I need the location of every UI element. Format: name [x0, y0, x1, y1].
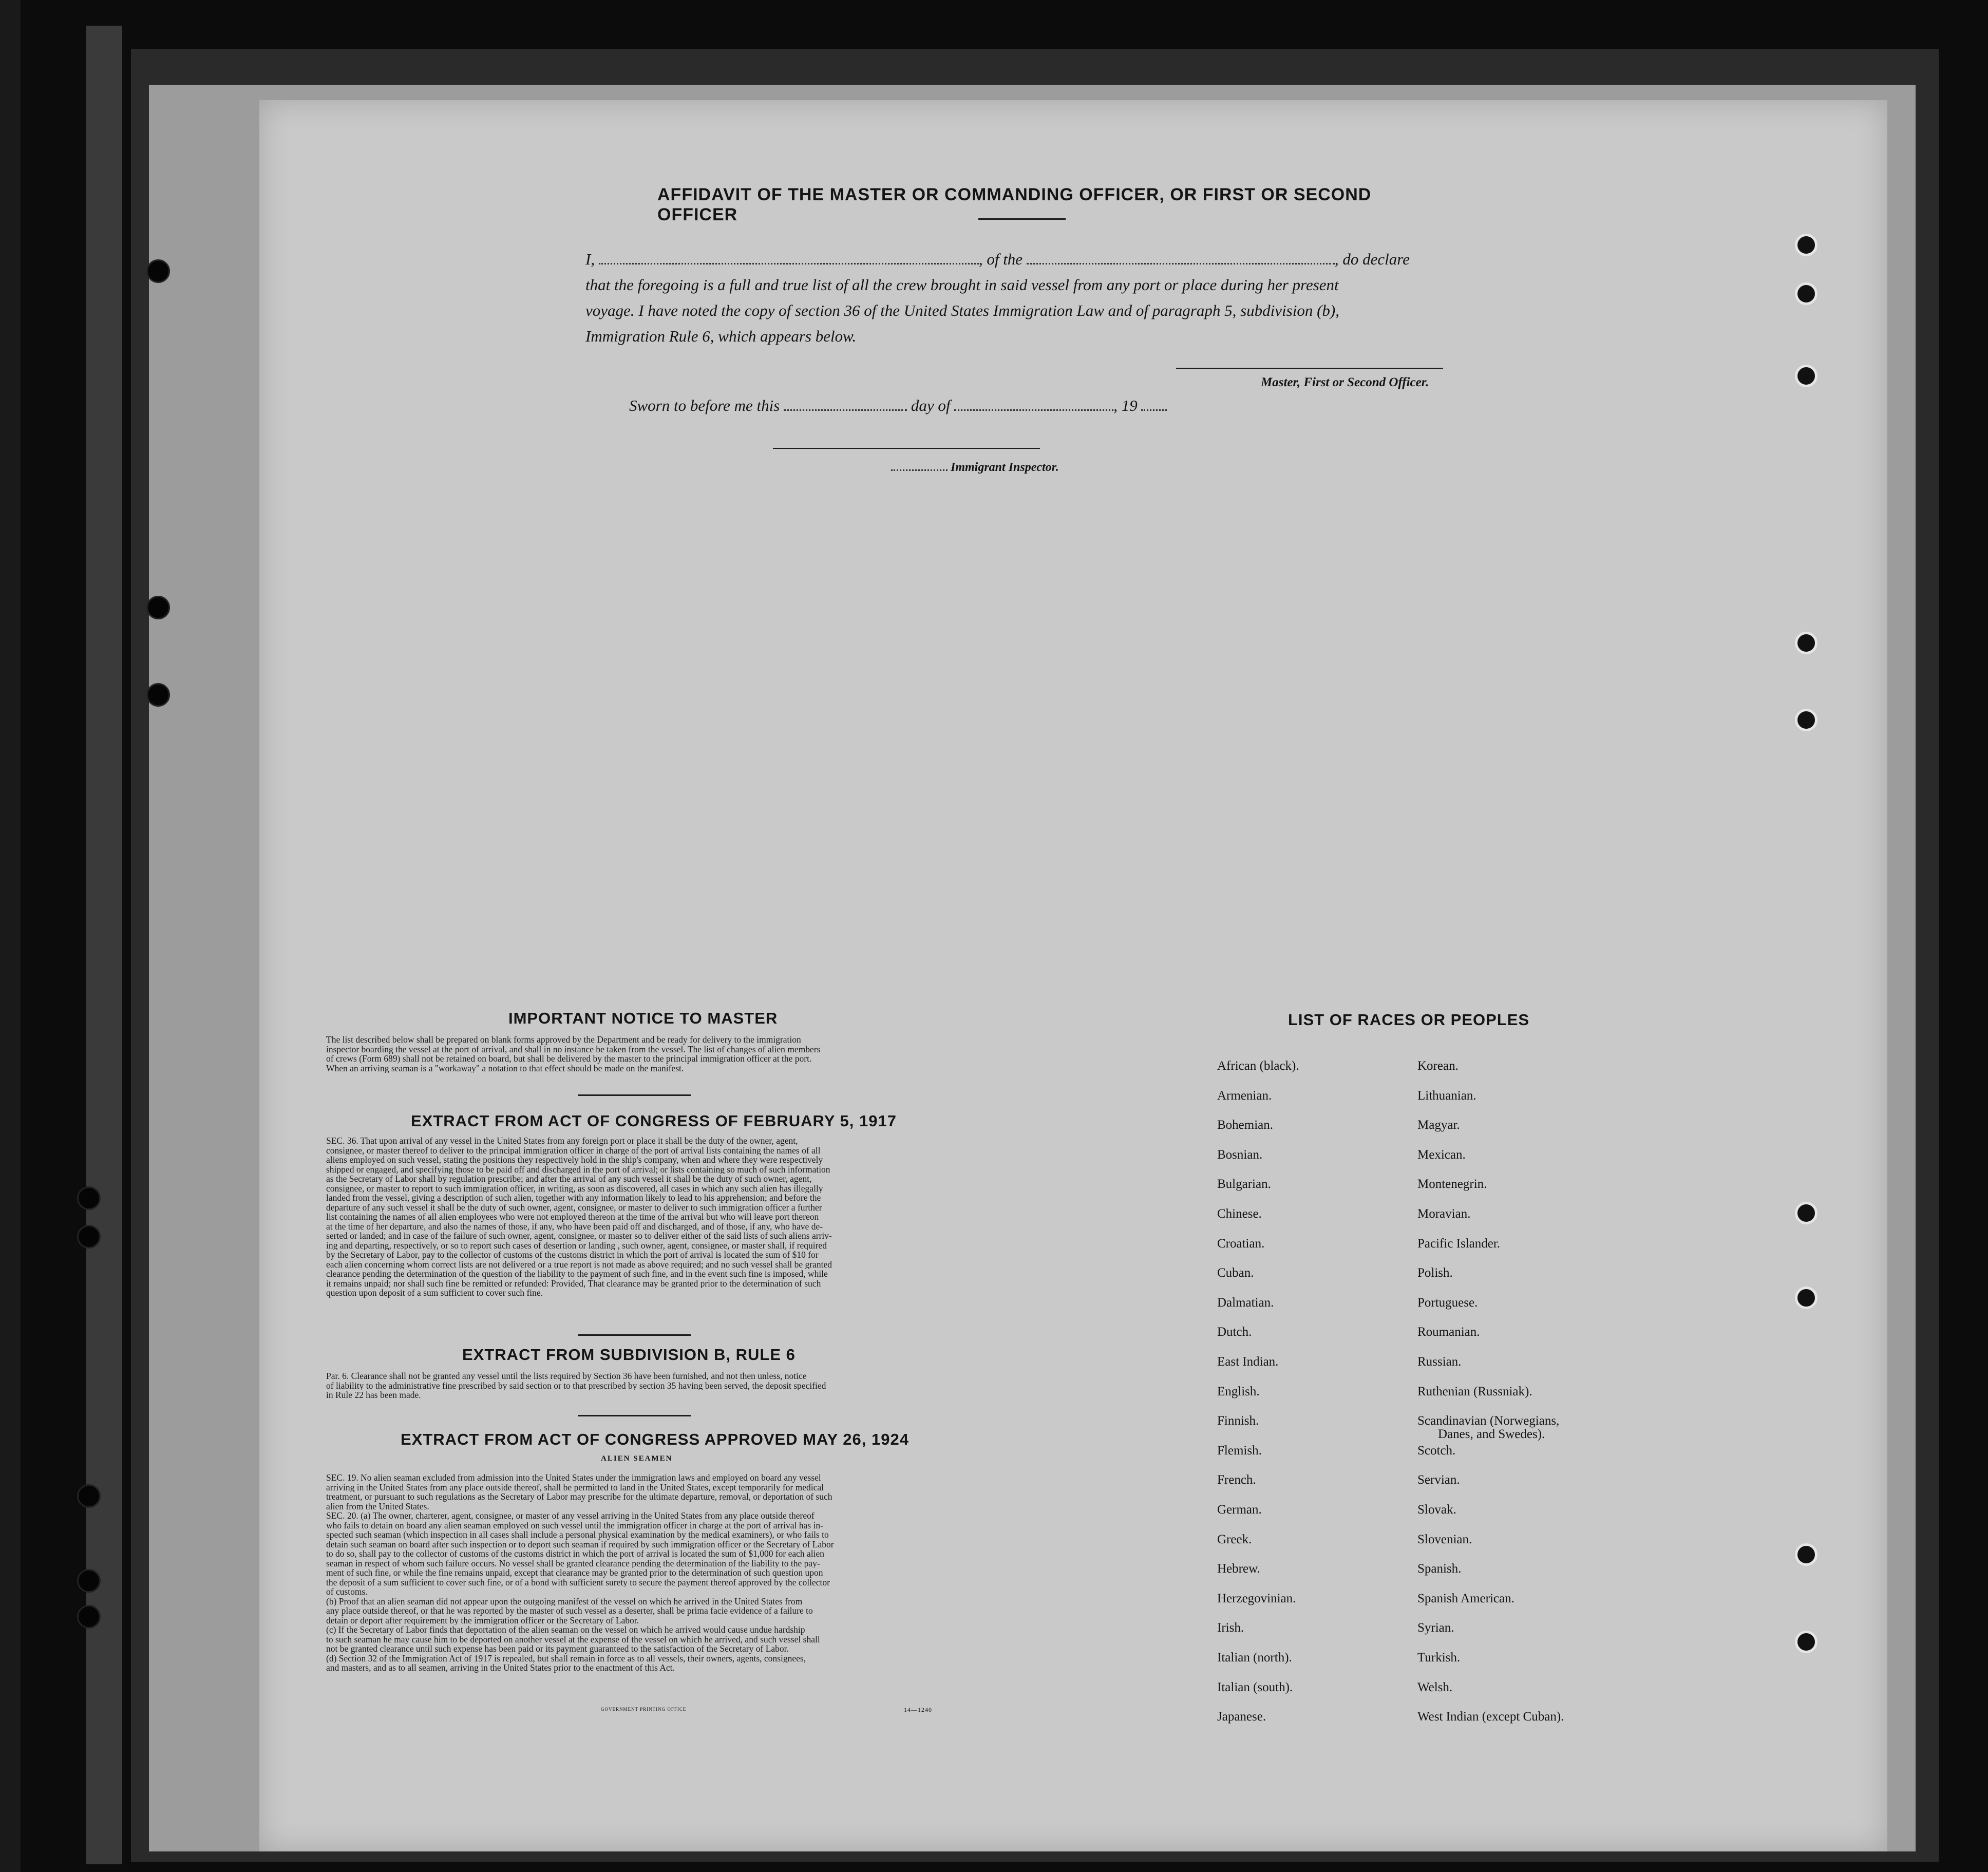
race-item: Bosnian. — [1217, 1147, 1263, 1162]
extract-rule6-heading: EXTRACT FROM SUBDIVISION B, RULE 6 — [462, 1346, 796, 1364]
race-item: Welsh. — [1417, 1680, 1453, 1694]
extract-1924-heading: EXTRACT FROM ACT OF CONGRESS APPROVED MAY 26, 1924 — [401, 1430, 909, 1448]
race-item: English. — [1217, 1384, 1260, 1398]
race-item: Italian (south). — [1217, 1680, 1293, 1694]
race-item: Turkish. — [1417, 1651, 1461, 1665]
notice-line: of crews (Form 689) shall not be retained on board, but shall be delivered by the master to the principal immigration officer at the port. — [326, 1054, 812, 1064]
extract-1917-line: it remains unpaid; nor shall such fine be remitted or refunded: Provided, That clearance may be granted prior to the determination of such — [326, 1278, 821, 1288]
extract-rule6-line: in Rule 22 has been made. — [326, 1390, 421, 1400]
race-item: French. — [1217, 1473, 1256, 1487]
race-item: African (black). — [1217, 1059, 1299, 1073]
race-item: Spanish. — [1417, 1562, 1462, 1576]
race-item: Armenian. — [1217, 1088, 1272, 1103]
extract-1924-line: to do so, shall pay to the collector of customs of the customs district in which the port of arrival is located the sum of $1,000 for each alien — [326, 1549, 825, 1559]
inspector-blank[interactable] — [891, 469, 948, 471]
race-item: Polish. — [1417, 1266, 1453, 1280]
extract-1924-line: detain such seaman on board after such inspection or to deport such seaman if required by such immigration officer or the Secretary of Labor — [326, 1539, 834, 1549]
race-item: German. — [1217, 1503, 1262, 1517]
affidavit-declare: , do declare — [1334, 250, 1410, 268]
extract-1924-line: (d) Section 32 of the Immigration Act of 1917 is repealed, but shall remain in force as to all vessels, their owners, agents, consignees, — [326, 1653, 806, 1663]
race-item: Portuguese. — [1417, 1295, 1478, 1310]
punch-hole — [1795, 282, 1817, 305]
race-item: Korean. — [1417, 1059, 1459, 1073]
race-item: Dutch. — [1217, 1325, 1252, 1339]
extract-1917-line: at the time of her departure, and also the names of those, if any, who have been paid off and discharged, and of those, if any, who have de- — [326, 1221, 823, 1231]
race-item: Slovak. — [1417, 1503, 1456, 1517]
binder-hole — [146, 683, 170, 707]
extract-1917-line: consignee, or master thereof to deliver to the principal immigration officer in charge of the port of arrival lists containing the names of all — [326, 1145, 821, 1155]
extract-1917-line: SEC. 36. That upon arrival of any vessel in the United States from any foreign port or place it shall be the duty of the owner, agent, — [326, 1136, 798, 1146]
extract-1917-line: question upon deposit of a sum sufficient to cover such fine. — [326, 1288, 543, 1298]
notice-heading: IMPORTANT NOTICE TO MASTER — [508, 1009, 778, 1027]
race-item: Irish. — [1217, 1621, 1244, 1635]
extract-1924-line: (b) Proof that an alien seaman did not appear upon the outgoing manifest of the vessel on which he arrived in the United States from — [326, 1596, 803, 1606]
extract-1924-line: ment of such fine, or while the fine remains unpaid, except that clearance may be granted prior to the determination of such question upon — [326, 1568, 823, 1578]
affidavit-line-3: voyage. I have noted the copy of section 36 of the United States Immigration Law and of paragraph 5, subdivision (b), — [585, 301, 1339, 319]
extract-1917-line: landed from the vessel, giving a description of such alien, together with any information likely to lead to his apprehension; and before the — [326, 1193, 821, 1203]
race-item: Italian (north). — [1217, 1651, 1292, 1665]
extract-rule6-text — [326, 1371, 973, 1400]
punch-hole — [1795, 632, 1817, 654]
extract-1924-line: treatment, or pursuant to such regulations as the Secretary of Labor may prescribe for the ultimate departure, removal, or deportation of such — [326, 1492, 832, 1502]
extract-1924-line: any place outside thereof, or that he was reported by the master of such vessel as a deserter, shall be prima facie evidence of a failure to — [326, 1606, 813, 1616]
punch-hole — [1795, 1543, 1817, 1566]
race-item: Japanese. — [1217, 1710, 1266, 1724]
extract-1917-text — [326, 1136, 973, 1298]
signature-label: Master, First or Second Officer. — [1261, 375, 1429, 389]
extract-1917-line: consignee, or master to report to such immigration officer, in writing, as soon as discovered, all cases in which any such alien has illegally — [326, 1183, 823, 1193]
binder-hole — [77, 1569, 101, 1593]
extract-1917-line: list containing the names of all alien employees who were not employed thereon at the time of the arrival but who will leave port thereon — [326, 1212, 819, 1222]
race-item: Spanish American. — [1417, 1591, 1514, 1605]
scan-edge-left — [0, 0, 21, 1872]
race-item: Ruthenian (Russniak). — [1417, 1384, 1532, 1398]
notice-text — [326, 1035, 973, 1073]
extract-1924-line: seaman in respect of whom such failure occurs. No vessel shall be granted clearance pending the determination of the liability to the pay- — [326, 1558, 820, 1568]
extract-rule6-rule — [578, 1415, 691, 1416]
extract-1924-line: the deposit of a sum sufficient to cover such fine, or of a bond with sufficient surety to secure the payment thereof approved by the collector — [326, 1577, 830, 1587]
extract-1924-line: alien from the United States. — [326, 1501, 429, 1511]
extract-1924-line: (c) If the Secretary of Labor finds that deportation of the alien seaman on the vessel on which he arrived would cause undue hardship — [326, 1625, 805, 1635]
race-item: Croatian. — [1217, 1236, 1265, 1251]
race-item: Syrian. — [1417, 1621, 1454, 1635]
race-item: Chinese. — [1217, 1207, 1262, 1221]
sworn-prefix: Sworn to before me this — [629, 396, 780, 414]
race-item: Lithuanian. — [1417, 1088, 1476, 1103]
race-item: Scotch. — [1417, 1443, 1456, 1458]
binder-hole — [77, 1484, 101, 1508]
race-item: Greek. — [1217, 1532, 1252, 1546]
extract-rule6-line: Par. 6. Clearance shall not be granted any vessel until the lists required by Section 36 have been furnished, and not then unless, notice — [326, 1371, 807, 1381]
extract-1917-line: ing and departing, respectively, or so to report such cases of desertion or landing , such owner, agent, consignee, or master shall, if required — [326, 1240, 827, 1250]
extract-1924-line: not be granted clearance until such expense has been paid or its payment guaranteed to the satisfaction of the Secretary of Labor. — [326, 1644, 789, 1654]
extract-1924-line: SEC. 20. (a) The owner, charterer, agent, consignee, or master of any vessel arriving in the United States from any place outside thereof — [326, 1511, 815, 1521]
punch-hole — [1795, 1202, 1817, 1224]
form-number: 14—1240 — [904, 1706, 932, 1713]
race-item-continuation: Danes, and Swedes). — [1438, 1427, 1545, 1442]
race-item: Finnish. — [1217, 1414, 1259, 1428]
binder-hole — [146, 596, 170, 619]
punch-hole — [1795, 234, 1817, 256]
printer-mark: GOVERNMENT PRINTING OFFICE — [601, 1707, 687, 1712]
extract-1917-line: by the Secretary of Labor, pay to the collector of customs of the customs district in which the port of arrival is located the sum of $10 for — [326, 1250, 819, 1260]
extract-1924-line: who fails to detain on board any alien seaman employed on such vessel until the immigration officer in charge at the port of arrival has in- — [326, 1520, 823, 1530]
sworn-day-blank[interactable] — [784, 409, 907, 411]
extract-1917-line: serted or landed; and in case of the failure of such owner, agent, consignee, or master so to deliver either of the said lists of such aliens arriv- — [326, 1231, 832, 1241]
race-item: Flemish. — [1217, 1443, 1262, 1458]
binder-hole — [146, 259, 170, 283]
affidavit-line-1 — [585, 247, 1410, 272]
punch-hole — [1795, 709, 1817, 731]
race-item: Pacific Islander. — [1417, 1236, 1501, 1251]
extract-1917-line: departure of any such vessel it shall be the duty of such owner, agent, consignee, or master to deliver to such immigration officer a further — [326, 1202, 822, 1212]
extract-1924-line: arriving in the United States from any place outside thereof, shall be permitted to land in the United States, except temporarily for medical — [326, 1482, 824, 1492]
punch-hole — [1795, 1287, 1817, 1309]
extract-1917-line: as the Secretary of Labor shall by regulation prescribe; and after the arrival of any such vessel it shall be the duty of such owner, agent, — [326, 1174, 812, 1184]
sworn-day-of: day of — [911, 396, 951, 414]
vessel-blank[interactable] — [1027, 263, 1335, 264]
race-item: Bulgarian. — [1217, 1177, 1271, 1192]
race-item: Bohemian. — [1217, 1118, 1274, 1132]
sworn-month-blank[interactable] — [954, 409, 1113, 411]
extract-1924-line: detain or deport after requirement by the immigration officer or the Secretary of Labor. — [326, 1615, 639, 1625]
extract-rule6-line: of liability to the administrative fine prescribed by said section or to that prescribed by section 35 having been served, the deposit specified — [326, 1381, 826, 1390]
extract-1917-line: each alien concerning whom correct lists are not delivered or a true report is not made as above required; and no such vessel shall be granted — [326, 1259, 832, 1269]
sworn-year: , 19 — [1113, 396, 1138, 414]
sworn-line — [629, 393, 1167, 419]
race-item: Scandinavian (Norwegians, — [1417, 1414, 1560, 1428]
sworn-year-blank[interactable] — [1141, 409, 1167, 411]
race-item: Herzegovinian. — [1217, 1591, 1296, 1605]
title-rule — [978, 218, 1066, 220]
binder-hole — [77, 1186, 101, 1210]
inspector-label: Immigrant Inspector. — [951, 461, 1059, 474]
binder-hole — [77, 1225, 101, 1249]
race-item: West Indian (except Cuban). — [1417, 1710, 1564, 1724]
inspector-label-row — [891, 455, 1059, 480]
race-item: Servian. — [1417, 1473, 1460, 1487]
affidavit-i: I, — [585, 250, 595, 268]
extract-1917-line: aliens employed on such vessel, stating the positions they respectively hold in the ship's company, when and where they were respectively — [326, 1155, 823, 1165]
affidavit-title: AFFIDAVIT OF THE MASTER OR COMMANDING OFFICER, OR FIRST OR SECOND OFFICER — [657, 185, 1372, 224]
extract-1917-heading: EXTRACT FROM ACT OF CONGRESS OF FEBRUARY 5, 1917 — [411, 1112, 897, 1130]
extract-1924-line: SEC. 19. No alien seaman excluded from admission into the United States under the immigration laws and employed on board any vessel — [326, 1473, 821, 1483]
race-item: Hebrew. — [1217, 1562, 1260, 1576]
extract-1924-line: and masters, and as to all seamen, arriving in the United States prior to the enactment of this Act. — [326, 1663, 675, 1673]
race-item: Magyar. — [1417, 1118, 1460, 1132]
extract-1924-text — [326, 1473, 973, 1673]
signature-line[interactable] — [1176, 368, 1443, 369]
extract-1917-rule — [578, 1334, 691, 1336]
alien-seamen-subheading: ALIEN SEAMEN — [601, 1454, 673, 1463]
race-item: Cuban. — [1217, 1266, 1254, 1280]
extract-1917-line: clearance pending the determination of the question of the liability to the payment of such fine, and in the event such fine is imposed, while — [326, 1269, 828, 1279]
punch-hole — [1795, 1631, 1817, 1653]
notice-rule — [578, 1094, 691, 1096]
race-item: Dalmatian. — [1217, 1295, 1274, 1310]
name-blank[interactable] — [599, 263, 979, 264]
affidavit-line-4: Immigration Rule 6, which appears below. — [585, 327, 857, 345]
notice-line: When an arriving seaman is a "workaway" a notation to that effect should be made on the manifest. — [326, 1063, 684, 1073]
affidavit-of-the: , of the — [978, 250, 1023, 268]
race-item: Mexican. — [1417, 1147, 1466, 1162]
race-item: Slovenian. — [1417, 1532, 1472, 1546]
extract-1917-line: shipped or engaged, and specifying those to be paid off and discharged in the port of arrival; or lists containing so much of such information — [326, 1164, 830, 1174]
inspector-line[interactable] — [773, 448, 1040, 449]
extract-1924-line: of customs. — [326, 1587, 368, 1597]
races-heading: LIST OF RACES OR PEOPLES — [1288, 1011, 1530, 1029]
race-item: Roumanian. — [1417, 1325, 1480, 1339]
race-item: Russian. — [1417, 1355, 1462, 1369]
binder-hole — [77, 1605, 101, 1629]
notice-line: The list described below shall be prepared on blank forms approved by the Department and be ready for delivery to the immigration — [326, 1035, 801, 1045]
extract-1924-line: to such seaman he may cause him to be deported on another vessel at the expense of the vessel on which he arrived, and such vessel shall — [326, 1634, 820, 1644]
extract-1924-line: spected such seaman (which inspection in all cases shall include a personal physical examination by the medical examiners), or who fails to — [326, 1530, 829, 1540]
race-item: Moravian. — [1417, 1207, 1471, 1221]
notice-line: inspector boarding the vessel at the port of arrival, and shall in no instance be taken from the vessel. The list of changes of alien members — [326, 1044, 821, 1054]
affidavit-line-2: that the foregoing is a full and true list of all the crew brought in said vessel from any port or place during her present — [585, 276, 1339, 294]
punch-hole — [1795, 365, 1817, 387]
race-item: East Indian. — [1217, 1355, 1279, 1369]
race-item: Montenegrin. — [1417, 1177, 1487, 1192]
